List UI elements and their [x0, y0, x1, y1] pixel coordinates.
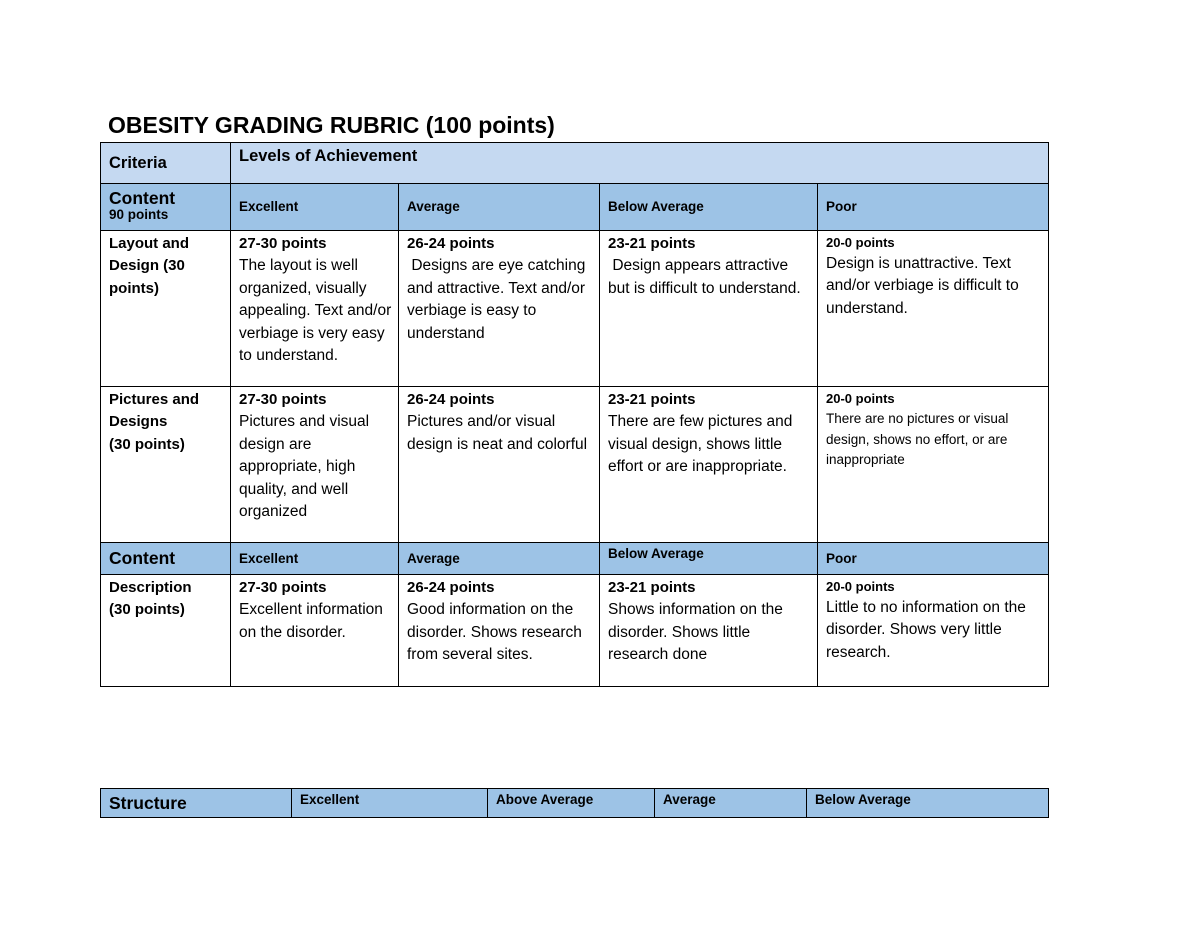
description-text: Pictures and visual design are appropriate, high quality, and well organized: [239, 413, 370, 521]
level-cell-excellent: [231, 543, 399, 575]
level-cell-excellent: [292, 789, 488, 818]
below-average-cell: [600, 231, 818, 387]
points-label: 23-21 points: [608, 391, 696, 408]
level-cell-average: [655, 789, 807, 818]
excellent-cell: [231, 575, 399, 687]
level-cell-above-average: [488, 789, 655, 818]
level-label: Poor: [826, 550, 857, 566]
points-label: 27-30 points: [239, 579, 327, 596]
level-label: Below Average: [608, 546, 704, 561]
level-label: Average: [407, 550, 460, 566]
criteria-cell: Layout and Design (30 points): [101, 231, 231, 387]
criteria-label: Pictures and Designs: [109, 391, 200, 431]
level-label: Average: [663, 792, 716, 807]
points-label: 27-30 points: [239, 391, 327, 408]
criteria-points: (30 points): [109, 601, 185, 619]
section-label-cell: [101, 184, 231, 231]
description-text: The layout is well organized, visually appealing. Text and/or verbiage is very easy to understand.: [239, 257, 392, 365]
points-label: 27-30 points: [239, 235, 327, 252]
level-cell-below-average: [600, 184, 818, 231]
criteria-label: Description: [109, 579, 192, 596]
level-label: Below Average: [608, 199, 704, 214]
structure-label: Structure: [109, 792, 187, 813]
description-text: Designs are eye catching and attractive. Text and/or verbiage is easy to understand: [407, 257, 590, 342]
description-text: There are no pictures or visual design, shows no effort, or are inappropriate: [826, 411, 1009, 467]
rubric-table: [100, 142, 1049, 687]
level-label: Excellent: [239, 550, 299, 566]
level-cell-average: [399, 543, 600, 575]
level-label: Poor: [826, 199, 857, 214]
points-label: 26-24 points: [407, 391, 495, 408]
table-header-row: [101, 143, 1049, 184]
description-text: Pictures and/or visual design is neat and colorful: [407, 413, 588, 453]
level-cell-below-average: [600, 543, 818, 575]
description-text: Little to no information on the disorder. Shows very little research.: [826, 599, 1026, 661]
level-cell-excellent: [231, 184, 399, 231]
section-header-row: [101, 184, 1049, 231]
description-text: Good information on the disorder. Shows research from several sites.: [407, 601, 582, 664]
description-text: Excellent information on the disorder.: [239, 601, 383, 641]
poor-cell: [818, 575, 1049, 687]
level-label: Above Average: [496, 792, 594, 807]
level-cell-below-average: [807, 789, 1049, 818]
below-average-cell: [600, 575, 818, 687]
structure-header-row: [101, 789, 1049, 818]
points-label: 26-24 points: [407, 235, 495, 252]
table-row: [101, 231, 1049, 387]
description-text: Design is unattractive. Text and/or verbiage is difficult to understand.: [826, 255, 1019, 317]
structure-label-cell: [101, 789, 292, 818]
criteria-header-cell: [101, 143, 231, 184]
level-label: Below Average: [815, 792, 911, 807]
excellent-cell: [231, 231, 399, 387]
below-average-cell: [600, 387, 818, 543]
points-label: 26-24 points: [407, 579, 495, 596]
criteria-points: (30 points): [109, 435, 185, 453]
description-text: Design appears attractive but is difficult to understand.: [608, 257, 801, 297]
level-label: Average: [407, 199, 460, 214]
criteria-cell: [101, 575, 231, 687]
level-label: Excellent: [300, 792, 360, 807]
structure-table: [100, 788, 1049, 818]
level-cell-poor: [818, 184, 1049, 231]
points-label: 20-0 points: [826, 235, 895, 250]
table-row: [101, 387, 1049, 543]
points-label: 23-21 points: [608, 235, 696, 252]
description-text: There are few pictures and visual design, shows little effort or are inappropriate.: [608, 413, 793, 476]
section-label: Content: [109, 188, 176, 208]
description-text: Shows information on the disorder. Shows little research done: [608, 601, 783, 664]
page-title: OBESITY GRADING RUBRIC (100 points): [108, 112, 555, 138]
level-cell-poor: [818, 543, 1049, 575]
average-cell: [399, 231, 600, 387]
section-label: Content: [109, 548, 176, 568]
points-label: 20-0 points: [826, 391, 895, 406]
criteria-cell: [101, 387, 231, 543]
excellent-cell: [231, 387, 399, 543]
criteria-header: Criteria: [109, 153, 167, 172]
level-label: Excellent: [239, 199, 299, 214]
table-row: [101, 575, 1049, 687]
average-cell: [399, 575, 600, 687]
section-label-cell: [101, 543, 231, 575]
level-cell-average: [399, 184, 600, 231]
levels-header-cell: [231, 143, 1049, 184]
points-label: 20-0 points: [826, 579, 895, 594]
poor-cell: [818, 387, 1049, 543]
levels-of-achievement-header: Levels of Achievement: [239, 147, 418, 165]
average-cell: [399, 387, 600, 543]
points-label: 23-21 points: [608, 579, 696, 596]
section-sublabel: 90 points: [109, 207, 169, 222]
section-header-row: [101, 543, 1049, 575]
poor-cell: [818, 231, 1049, 387]
